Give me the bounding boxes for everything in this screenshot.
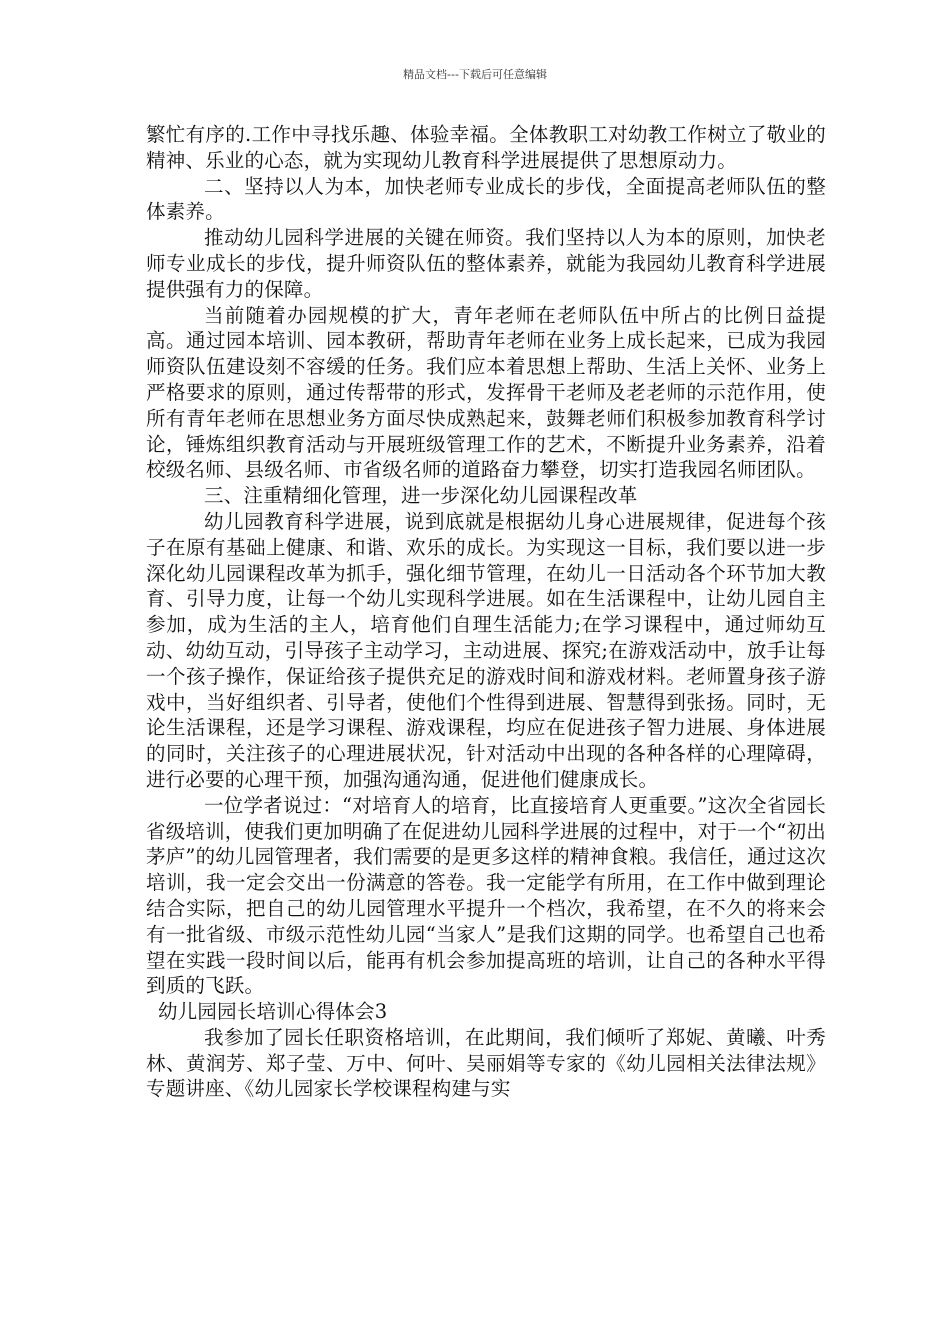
section-heading-2: 二、坚持以人为本，加快老师专业成长的步伐，全面提高老师队伍的整体素养。 bbox=[146, 174, 826, 224]
paragraph-7: 一位学者说过：“对培育人的培育，比直接培育人更重要。”这次全省园长省级培训，使我们更加明确了在促进幼儿园科学进展的过程中，对于一个“初出茅庐”的幼儿园管理者，我们需要的是更多这样的精神食粮。我信任，通过这次培训，我一定会交出一份满意的答卷。我一定能学有所用，在工作中做到理论结合实际，把自己的幼儿园管理水平提升一个档次，我希望，在不久的将来会有一批省级、市级示范性幼儿园“当家人”是我们这期的同学。也希望自己也希望在实践一段时间以后，能再有机会参加提高班的培训，让自己的各种水平得到质的飞跃。 bbox=[146, 793, 826, 998]
document-body bbox=[146, 122, 826, 1102]
paragraph-6: 幼儿园教育科学进展，说到底就是根据幼儿身心进展规律，促进每个孩子在原有基础上健康、和谐、欢乐的成长。为实现这一目标，我们要以进一步深化幼儿园课程改革为抓手，强化细节管理，在幼儿一日活动各个环节加大教育、引导力度，让每一个幼儿实现科学进展。如在生活课程中，让幼儿园自主参加，成为生活的主人，培育他们自理生活能力;在学习课程中，通过师幼互动、幼幼互动，引导孩子主动学习，主动进展、探究;在游戏活动中，放手让每一个孩子操作，保证给孩子提供充足的游戏时间和游戏材料。老师置身孩子游戏中，当好组织者、引导者，使他们个性得到进展、智慧得到张扬。同时，无论生活课程，还是学习课程、游戏课程，均应在促进孩子智力进展、身体进展的同时，关注孩子的心理进展状况，针对活动中出现的各种各样的心理障碍，进行必要的心理干预，加强沟通沟通，促进他们健康成长。 bbox=[146, 509, 826, 791]
paragraph-3: 推动幼儿园科学进展的关键在师资。我们坚持以人为本的原则，加快老师专业成长的步伐，提升师资队伍的整体素养，就能为我园幼儿教育科学进展提供强有力的保障。 bbox=[146, 226, 826, 301]
page-header: 精品文档---下载后可任意编辑 bbox=[403, 68, 547, 81]
paragraph-4: 当前随着办园规模的扩大，青年老师在老师队伍中所占的比例日益提高。通过园本培训、园本教研，帮助青年老师在业务上成长起来，已成为我园师资队伍建设刻不容缓的任务。我们应本着思想上帮助、生活上关怀、业务上严格要求的原则，通过传帮带的形式，发挥骨干老师及老老师的示范作用，使所有青年老师在思想业务方面尽快成熟起来，鼓舞老师们积极参加教育科学讨论，锤炼组织教育活动与开展班级管理工作的艺术，不断提升业务素养，沿着校级名师、县级名师、市省级名师的道路奋力攀登，切实打造我园名师团队。 bbox=[146, 303, 826, 482]
paragraph-1: 繁忙有序的.工作中寻找乐趣、体验幸福。全体教职工对幼教工作树立了敬业的精神、乐业的心态，就为实现幼儿教育科学进展提供了思想原动力。 bbox=[146, 123, 826, 172]
paragraph-9: 我参加了园长任职资格培训，在此期间，我们倾听了郑妮、黄曦、叶秀林、黄润芳、郑子莹、万中、何叶、吴丽娟等专家的《幼儿园相关法律法规》专题讲座、《幼儿园家长学校课程构建与实 bbox=[146, 1025, 826, 1101]
section-heading-3: 三、注重精细化管理，进一步深化幼儿园课程改革 bbox=[204, 484, 638, 508]
article-title: 幼儿园园长培训心得体会3 bbox=[158, 1000, 388, 1024]
